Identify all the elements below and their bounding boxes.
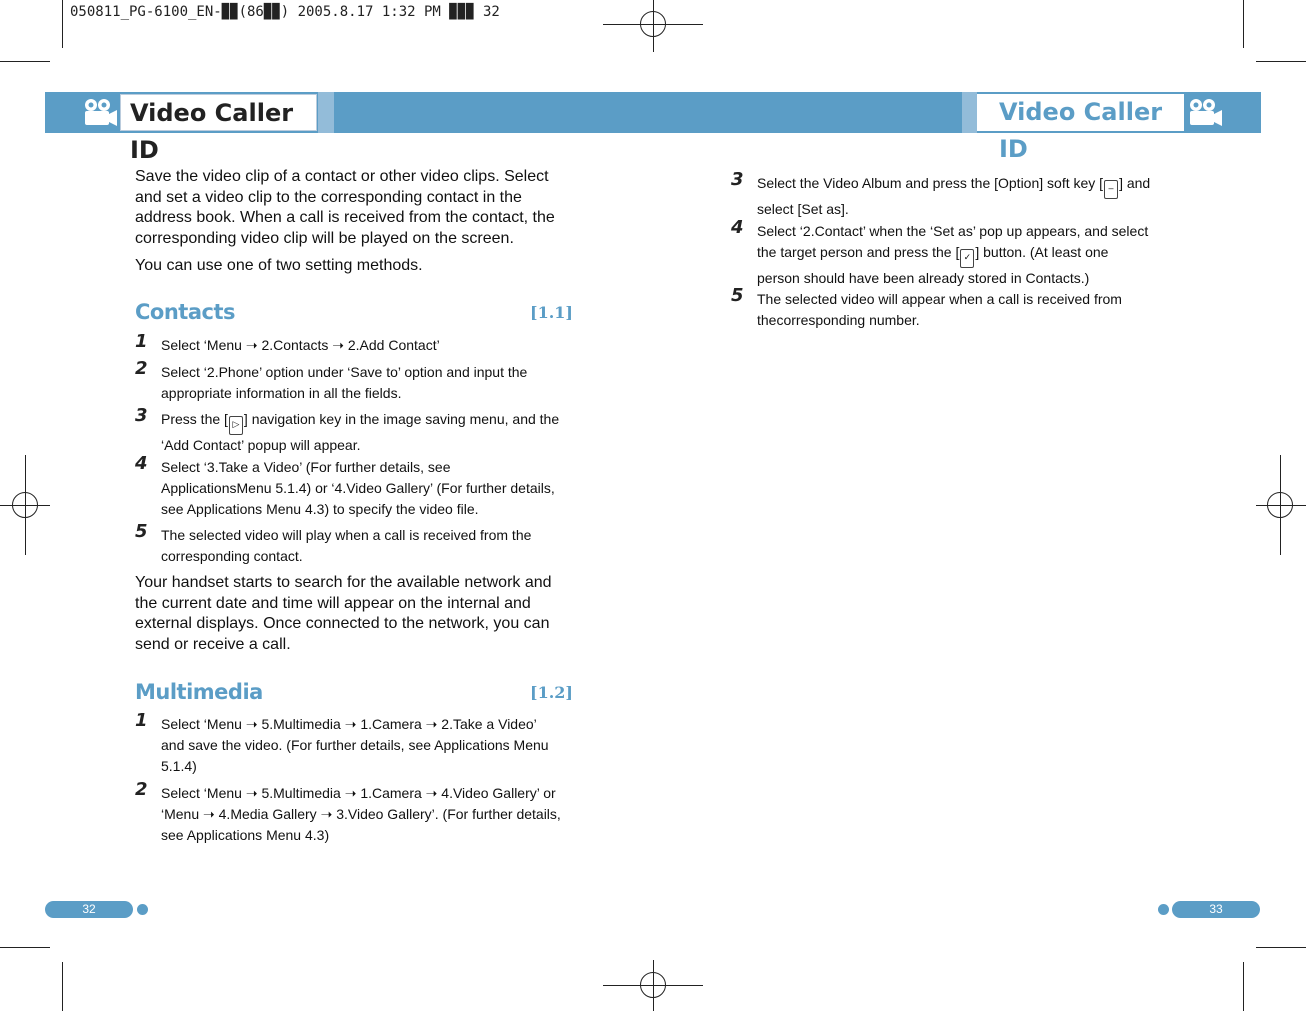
page-number-left: 32 bbox=[45, 901, 133, 918]
ok-key-icon: ✓ bbox=[960, 249, 974, 268]
step-number: 1 bbox=[135, 710, 148, 731]
step-text: Select ‘Menu ➝ 5.Multimedia ➝ 1.Camera ➝ 2.Take a Video’ and save the video. (For further details, see Applications Menu 5.1.4) bbox=[161, 716, 549, 774]
header-stripe-left bbox=[318, 92, 334, 133]
step-text-end: ] button. (At least one person should have been already stored in Contacts.) bbox=[757, 244, 1109, 286]
step-text bbox=[161, 409, 561, 456]
step-number: 3 bbox=[135, 405, 148, 426]
step-number: 2 bbox=[135, 779, 148, 800]
step-text-end: ] navigation key in the image saving menu, and the ‘Add Contact’ popup will appear. bbox=[161, 411, 560, 453]
step-text: Select ‘Menu ➝ 5.Multimedia ➝ 1.Camera ➝ 4.Video Gallery’ or ‘Menu ➝ 4.Media Gallery ➝ 3.Video Gallery’. (For further details, see Applications Menu 4.3) bbox=[161, 785, 561, 843]
page-number-dot-left bbox=[137, 904, 148, 915]
step-number: 4 bbox=[135, 453, 148, 474]
step-text-start: Select ‘2.Contact’ when the ‘Set as’ pop up appears, and select the target person and press the [ bbox=[757, 223, 1149, 260]
page-number-right: 33 bbox=[1172, 901, 1260, 918]
step-number: 5 bbox=[135, 521, 148, 542]
page-title-right bbox=[977, 94, 1184, 163]
video-camera-icon bbox=[82, 97, 118, 129]
page-title-left-text: Video Caller ID bbox=[130, 99, 294, 164]
multimedia-menu-code: [1.2] bbox=[530, 683, 573, 702]
step-text bbox=[757, 173, 1153, 220]
video-camera-icon bbox=[1187, 97, 1223, 129]
multimedia-title: Multimedia bbox=[135, 680, 263, 704]
page-title-right-text: Video Caller ID bbox=[999, 98, 1163, 163]
page-number-dot-right bbox=[1158, 904, 1169, 915]
soft-key-icon: – bbox=[1104, 180, 1118, 199]
contacts-title: Contacts bbox=[135, 300, 235, 324]
header-stripe-right bbox=[962, 92, 977, 133]
network-paragraph: Your handset starts to search for the available network and the current date and time will appear on the internal and external displays. Once connected to the network, you can send or receive a call. bbox=[135, 574, 552, 653]
step-text-end: ] and select [Set as]. bbox=[757, 175, 1151, 217]
multimedia-section-heading bbox=[135, 680, 573, 708]
step-number: 1 bbox=[135, 331, 148, 352]
step-number: 2 bbox=[135, 358, 148, 379]
right-navigation-key-icon: ▷ bbox=[229, 416, 243, 435]
step-text-start: Press the [ bbox=[161, 411, 228, 427]
print-header: 050811_PG-6100_EN-▉▉(86▉▉) 2005.8.17 1:32 PM ▉▉▉ 32 bbox=[70, 4, 500, 20]
contacts-menu-code: [1.1] bbox=[530, 303, 573, 322]
step-number: 4 bbox=[731, 217, 744, 238]
step-text: The selected video will appear when a call is received from thecorresponding number. bbox=[757, 291, 1122, 328]
step-number: 3 bbox=[731, 169, 744, 190]
step-text-start: Select the Video Album and press the [Option] soft key [ bbox=[757, 175, 1104, 191]
step-text bbox=[757, 221, 1153, 289]
intro-paragraph: Save the video clip of a contact or other video clips. Select and set a video clip to the corresponding contact in the address book. When a call is received from the contact, the corresponding video clip will be played on the screen. bbox=[135, 168, 555, 247]
page-title-left bbox=[120, 94, 317, 164]
step-number: 5 bbox=[731, 285, 744, 306]
contacts-section-heading bbox=[135, 300, 573, 328]
intro-methods-line: You can use one of two setting methods. bbox=[135, 257, 423, 274]
step-text: Select ‘Menu ➝ 2.Contacts ➝ 2.Add Contact’ bbox=[161, 337, 440, 353]
step-text: The selected video will play when a call is received from the corresponding contact. bbox=[161, 527, 532, 564]
step-text: Select ‘2.Phone’ option under ‘Save to’ option and input the appropriate information in all the fields. bbox=[161, 364, 528, 401]
step-text: Select ‘3.Take a Video’ (For further details, see ApplicationsMenu 5.1.4) or ‘4.Video Gallery’ (For further details, see Applications Menu 4.3) to specify the video file. bbox=[161, 459, 555, 517]
